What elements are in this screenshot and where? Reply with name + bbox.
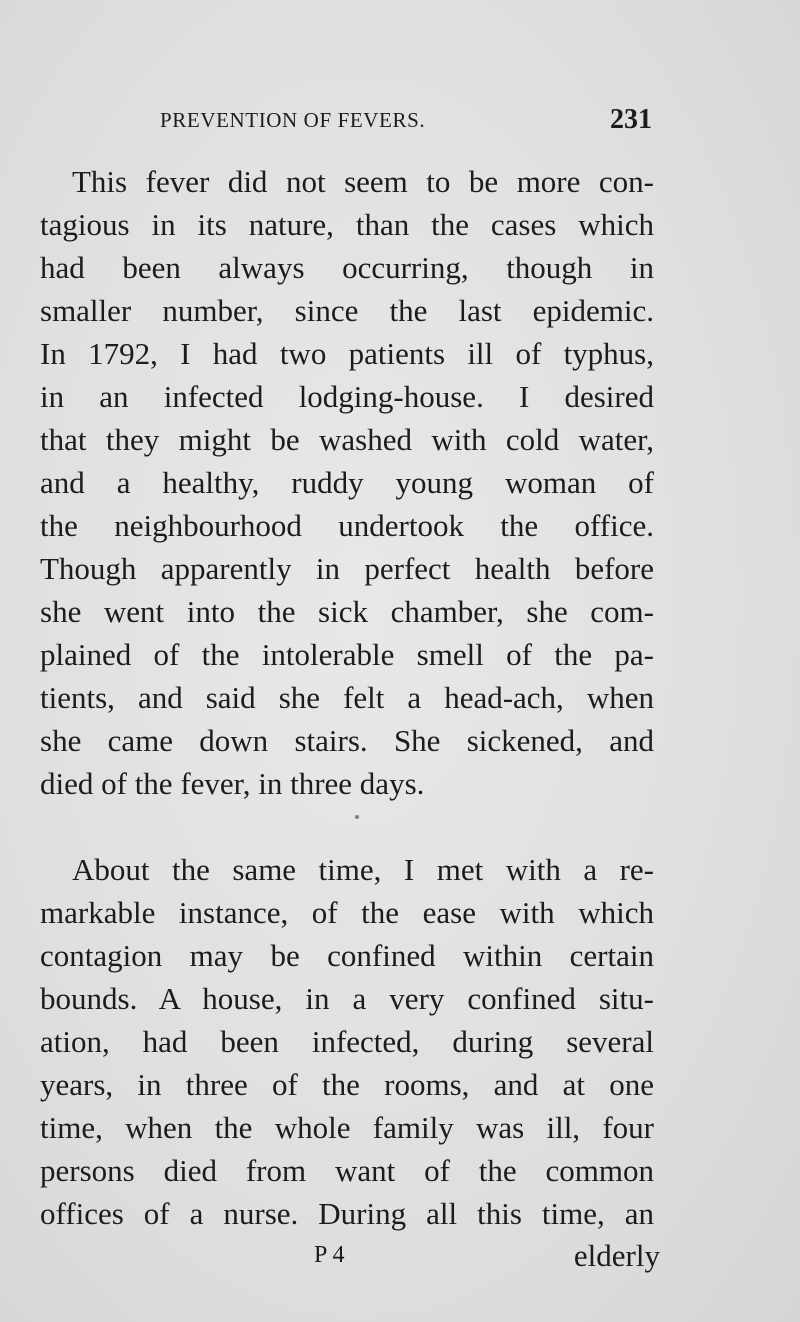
text-line: ation, had been infected, during several [40, 1024, 654, 1059]
text-line: Though apparently in perfect health before [40, 551, 654, 586]
text-line: the neighbourhood undertook the office. [40, 508, 654, 543]
text-line: years, in three of the rooms, and at one [40, 1067, 654, 1102]
text-line: that they might be washed with cold water, [40, 422, 654, 457]
text-line: time, when the whole family was ill, four [40, 1110, 654, 1145]
page-footer [40, 1238, 660, 1278]
paragraph [40, 848, 654, 1235]
running-head [160, 104, 652, 144]
text-line: This fever did not seem to be more con- [72, 164, 654, 199]
text-line: in an infected lodging-house. I desired [40, 379, 654, 414]
catchword: elderly [573, 1238, 660, 1273]
text-line: smaller number, since the last epidemic. [40, 293, 654, 328]
paragraph [40, 160, 654, 805]
text-line: she went into the sick chamber, she com- [40, 594, 654, 629]
text-line: died of the fever, in three days. [40, 766, 425, 801]
text-line: persons died from want of the common [40, 1153, 654, 1188]
ink-speck [355, 815, 359, 819]
text-line: bounds. A house, in a very confined situ- [40, 981, 654, 1016]
running-title: PREVENTION OF FEVERS. [160, 108, 426, 132]
text-line: plained of the intolerable smell of the pa- [40, 637, 654, 672]
text-line: contagion may be confined within certain [40, 938, 654, 973]
text-line: In 1792, I had two patients ill of typhus, [40, 336, 654, 371]
text-line: tients, and said she felt a head-ach, when [40, 680, 654, 715]
text-line: markable instance, of the ease with which [40, 895, 654, 930]
signature-mark: P 4 [314, 1242, 345, 1268]
text-line: had been always occurring, though in [40, 250, 654, 285]
text-line: About the same time, I met with a re- [72, 852, 654, 887]
text-line: she came down stairs. She sickened, and [40, 723, 654, 758]
text-line: tagious in its nature, than the cases which [40, 207, 654, 242]
text-line: and a healthy, ruddy young woman of [40, 465, 654, 500]
page-number: 231 [610, 104, 652, 135]
text-line: offices of a nurse. During all this time, an [40, 1196, 654, 1231]
